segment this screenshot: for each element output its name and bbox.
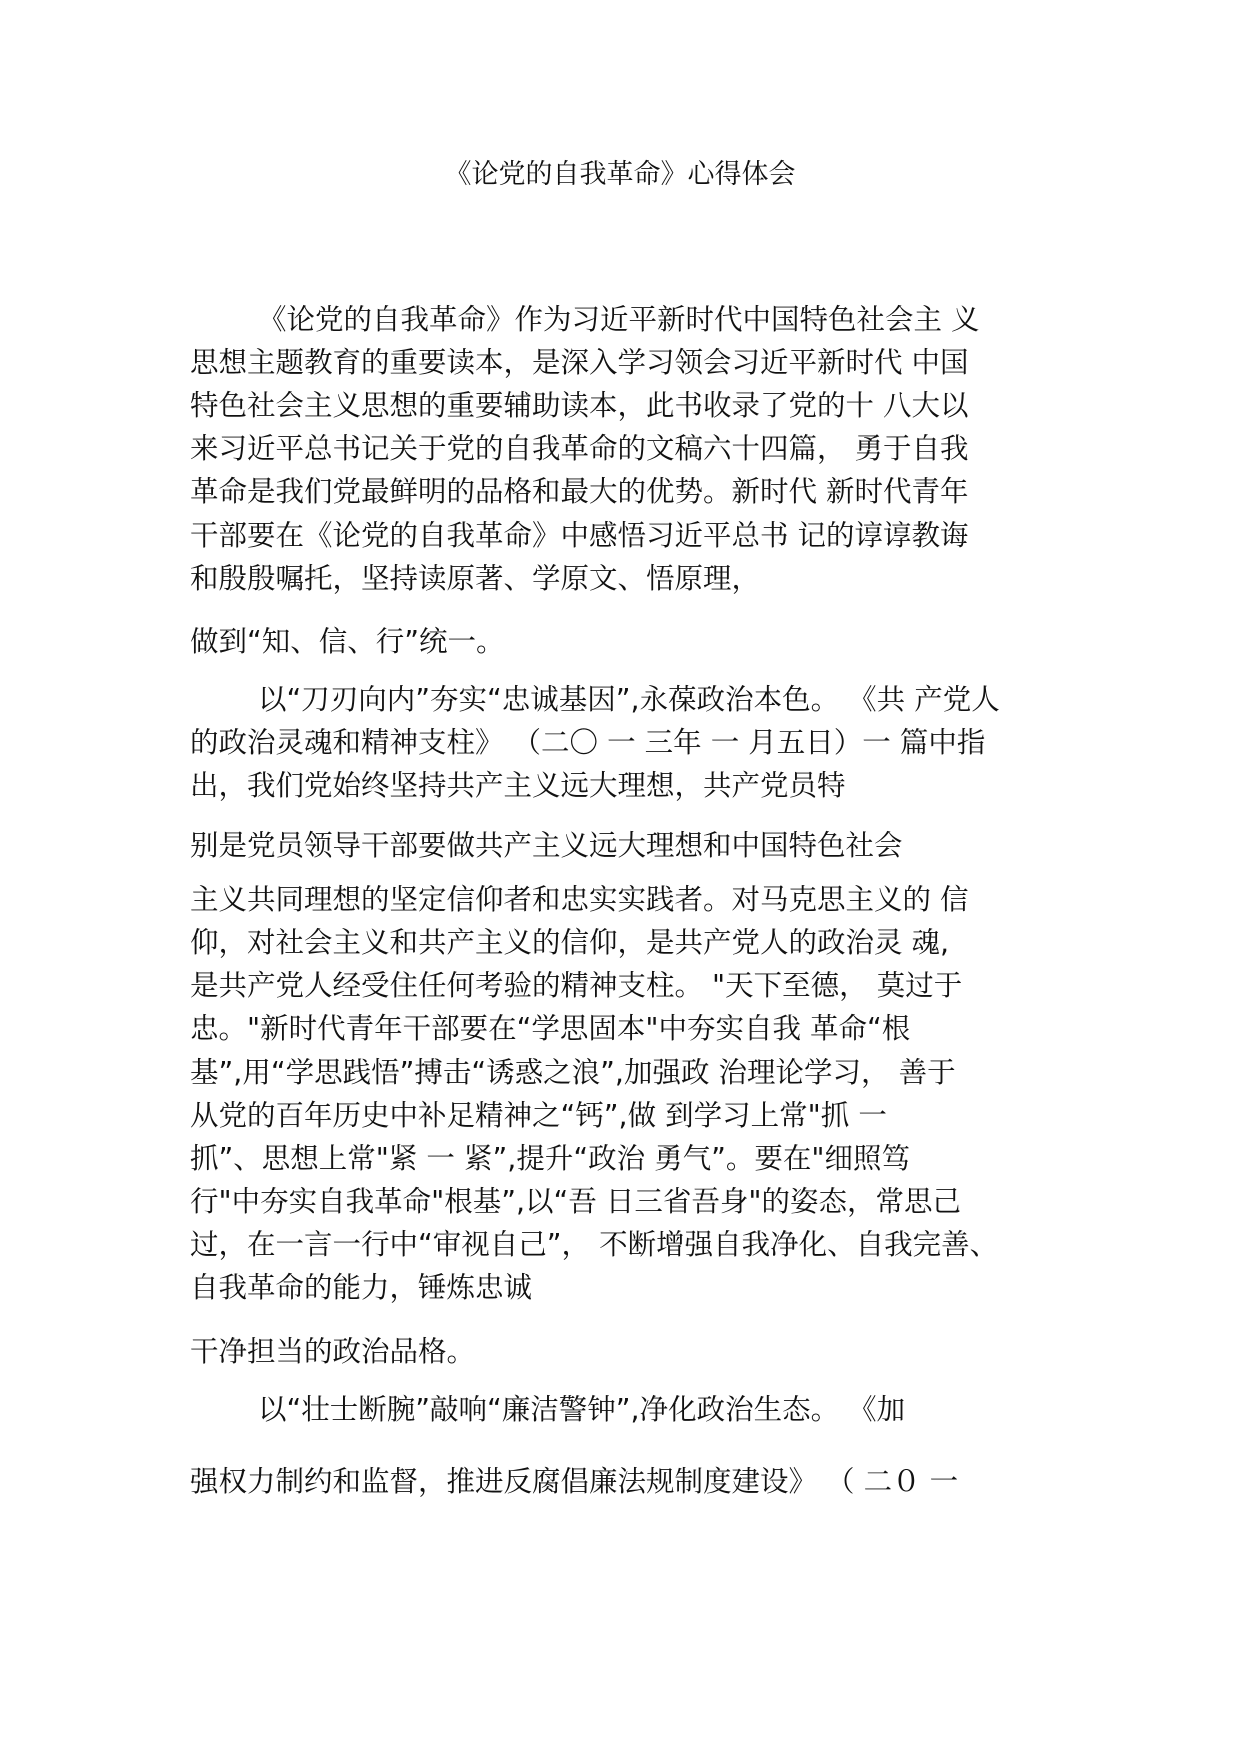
paragraph-line: 以“壮士断腕”敲响“廉洁警钟”,净化政治生态。 《加 — [258, 1393, 906, 1426]
paragraph-line: 干净担当的政治品格。 — [190, 1335, 476, 1368]
paragraph-line: 出，我们党始终坚持共产主义远大理想，共产党员特 — [190, 769, 846, 802]
paragraph-line: 革命是我们党最鲜明的品格和最大的优势。新时代 新时代青年 — [190, 475, 969, 508]
document-title: 《论党的自我革命》心得体会 — [444, 159, 796, 190]
paragraph-line: 基”,用“学思践悟”搏击“诱惑之浪”,加强政 治理论学习， 善于 — [190, 1056, 956, 1089]
paragraph-line: 做到“知、信、行”统一。 — [190, 625, 505, 658]
paragraph-line: 思想主题教育的重要读本，是深入学习领会习近平新时代 中国 — [190, 346, 969, 379]
paragraph-line: 以“刀刃向内”夯实“忠诚基因”,永葆政治本色。 《共 产党人 — [258, 683, 1000, 716]
paragraph-line: 主义共同理想的坚定信仰者和忠实实践者。对马克思主义的 信 — [190, 883, 969, 916]
paragraph-line: 仰，对社会主义和共产主义的信仰，是共产党人的政治灵 魂, — [190, 926, 950, 959]
paragraph-line: 是共产党人经受住任何考验的精神支柱。 "天下至德， 莫过于 — [190, 969, 963, 1002]
paragraph-line: 干部要在《论党的自我革命》中感悟习近平总书 记的谆谆教诲 — [190, 519, 969, 552]
paragraph-line: 强权力制约和监督，推进反腐倡廉法规制度建设》 （ 二０ 一 — [190, 1465, 959, 1498]
paragraph-line: 别是党员领导干部要做共产主义远大理想和中国特色社会 — [190, 829, 903, 862]
paragraph-line: 过，在一言一行中“审视自己”， 不断增强自我净化、自我完善、 — [190, 1228, 999, 1261]
paragraph-line: 抓”、思想上常"紧 一 紧”,提升“政治 勇气”。要在"细照笃 — [190, 1142, 911, 1175]
paragraph-line: 《论党的自我革命》作为习近平新时代中国特色社会主 义 — [258, 303, 980, 336]
paragraph-line: 自我革命的能力，锤炼忠诚 — [190, 1271, 533, 1304]
paragraph-line: 的政治灵魂和精神支柱》 （二〇 一 三年 一 月五日）一 篇中指 — [190, 726, 986, 759]
paragraph-line: 行"中夯实自我革命"根基”,以“吾 日三省吾身"的姿态，常思己 — [190, 1185, 961, 1218]
paragraph-line: 忠。"新时代青年干部要在“学思固本"中夯实自我 革命“根 — [190, 1012, 911, 1045]
paragraph-line: 从党的百年历史中补足精神之“钙”,做 到学习上常"抓 一 — [190, 1099, 887, 1132]
paragraph-line: 特色社会主义思想的重要辅助读本，此书收录了党的十 八大以 — [190, 389, 969, 422]
paragraph-line: 来习近平总书记关于党的自我革命的文稿六十四篇， 勇于自我 — [190, 432, 969, 465]
paragraph-line: 和殷殷嘱托，坚持读原著、学原文、悟原理， — [190, 562, 761, 595]
